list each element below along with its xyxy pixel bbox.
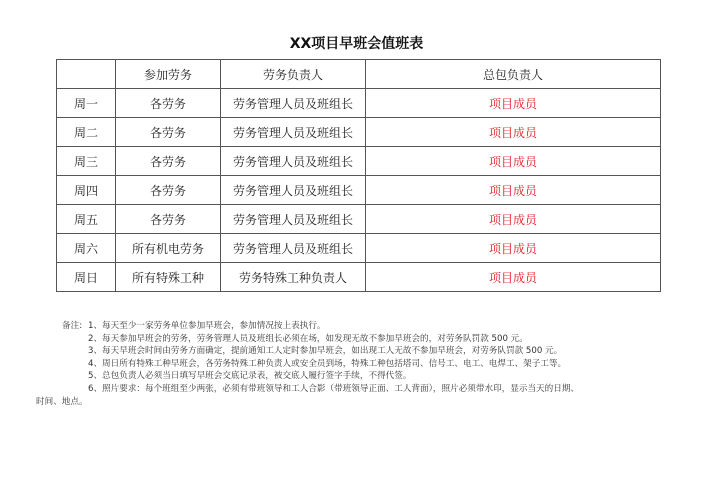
note-item (62, 383, 662, 396)
labor-lead-cell: 劳务管理人员及班组长 (221, 118, 366, 147)
labor-lead-cell: 劳务管理人员及班组长 (221, 234, 366, 263)
note-text: 5、总包负责人必须当日填写早班会交底记录表，被交底人履行签字手续，不得代签。 (88, 371, 412, 382)
table-row (57, 118, 661, 147)
note-text: 2、每天参加早班会的劳务，劳务管理人员及班组长必须在场，如发现无故不参加早班会的，对劳务队罚款 500 元。 (88, 333, 528, 344)
gc-lead-cell: 项目成员 (366, 205, 661, 234)
table-row (57, 205, 661, 234)
page-title: XX项目早班会值班表 (289, 36, 424, 52)
header-cell (57, 60, 116, 89)
gc-lead-cell: 项目成员 (366, 89, 661, 118)
labor-lead-cell: 劳务特殊工种负责人 (221, 263, 366, 292)
table-row (57, 234, 661, 263)
labor-cell: 各劳务 (116, 89, 221, 118)
day-cell: 周一 (57, 89, 116, 118)
note-item (62, 320, 662, 333)
note-item (62, 333, 662, 346)
note-text: 6、照片要求：每个班组至少两张，必须有带班领导和工人合影（带班领导正面、工人背面），照片必须带水印，显示当天的日期、 (88, 383, 580, 394)
table-row (57, 89, 661, 118)
labor-cell: 各劳务 (116, 205, 221, 234)
labor-cell: 各劳务 (116, 118, 221, 147)
labor-lead-cell: 劳务管理人员及班组长 (221, 89, 366, 118)
gc-lead-cell: 项目成员 (366, 176, 661, 205)
labor-lead-cell: 劳务管理人员及班组长 (221, 147, 366, 176)
notes-section (36, 320, 662, 408)
note-item (62, 358, 662, 371)
note-item (62, 370, 662, 383)
note-continuation: 时间、地点。 (36, 396, 88, 407)
gc-lead-cell: 项目成员 (366, 118, 661, 147)
day-cell: 周日 (57, 263, 116, 292)
gc-lead-cell: 项目成员 (366, 234, 661, 263)
day-cell: 周四 (57, 176, 116, 205)
table-header-row (57, 60, 661, 89)
duty-table (56, 59, 661, 292)
table-row (57, 263, 661, 292)
labor-cell: 所有特殊工种 (116, 263, 221, 292)
note-text: 4、周日所有特殊工种早班会，各劳务特殊工种负责人或安全员到场，特殊工种包括塔司、信号工、电工、电焊工、架子工等。 (88, 358, 567, 369)
day-cell: 周六 (57, 234, 116, 263)
header-cell: 总包负责人 (366, 60, 661, 89)
day-cell: 周三 (57, 147, 116, 176)
notes-label: 备注: (62, 321, 83, 331)
note-text: 3、每天早班会时间由劳务方面确定，提前通知工人定时参加早班会，如出现工人无故不参加早班会，对劳务队罚款 500 元。 (88, 346, 563, 357)
labor-lead-cell: 劳务管理人员及班组长 (221, 176, 366, 205)
table-row (57, 176, 661, 205)
labor-lead-cell: 劳务管理人员及班组长 (221, 205, 366, 234)
labor-cell: 所有机电劳务 (116, 234, 221, 263)
note-item (62, 345, 662, 358)
day-cell: 周二 (57, 118, 116, 147)
labor-cell: 各劳务 (116, 176, 221, 205)
gc-lead-cell: 项目成员 (366, 147, 661, 176)
note-text: 1、每天至少一家劳务单位参加早班会，参加情况按上表执行。 (88, 321, 326, 331)
gc-lead-cell: 项目成员 (366, 263, 661, 292)
header-cell: 劳务负责人 (221, 60, 366, 89)
labor-cell: 各劳务 (116, 147, 221, 176)
day-cell: 周五 (57, 205, 116, 234)
table-row (57, 147, 661, 176)
header-cell: 参加劳务 (116, 60, 221, 89)
